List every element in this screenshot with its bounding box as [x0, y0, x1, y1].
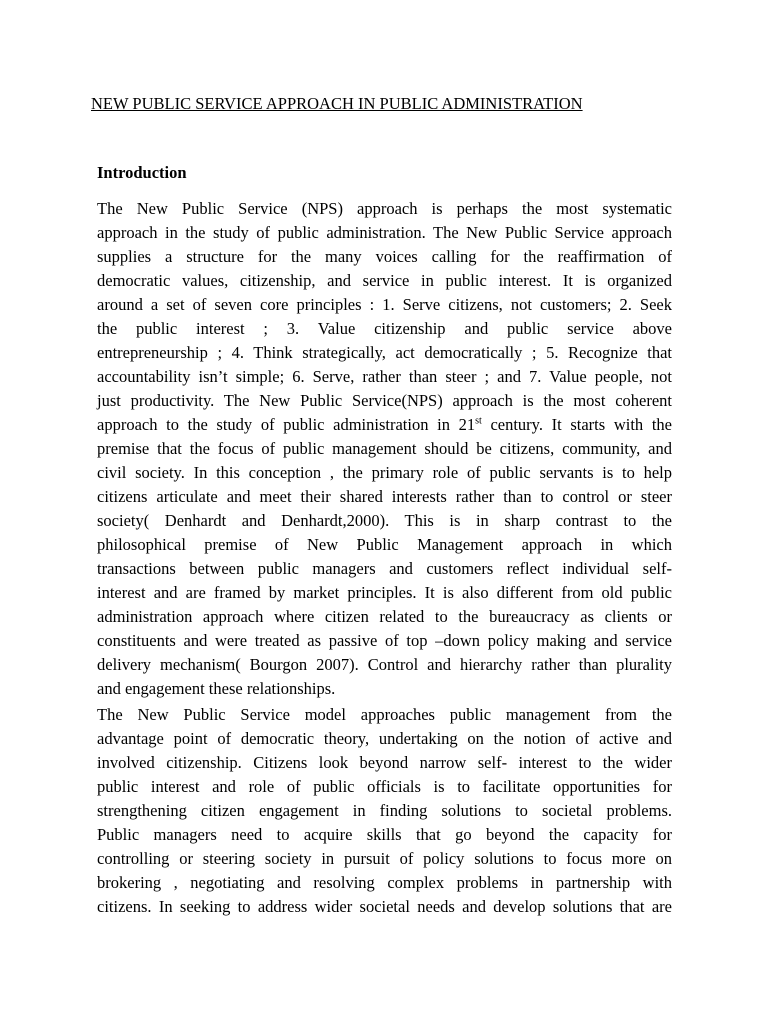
- paragraph-line: public interest and role of public officials is to facilitate opportunities for: [97, 777, 672, 796]
- paragraph-line: philosophical premise of New Public Management approach in which: [97, 535, 672, 554]
- paragraph-line: advantage point of democratic theory, undertaking on the notion of active and: [97, 729, 672, 748]
- paragraph-line: strengthening citizen engagement in finding solutions to societal problems.: [97, 801, 672, 820]
- paragraph-line: administration approach where citizen related to the bureaucracy as clients or: [97, 607, 672, 626]
- paragraph-line: delivery mechanism( Bourgon 2007). Control and hierarchy rather than plurality: [97, 655, 672, 674]
- paragraph-line: just productivity. The New Public Service(NPS) approach is the most coherent: [97, 391, 672, 410]
- paragraph-line: transactions between public managers and customers reflect individual self-: [97, 559, 672, 578]
- line-text: approach to the study of public administration in 21: [97, 415, 476, 434]
- document-title: NEW PUBLIC SERVICE APPROACH IN PUBLIC ADMINISTRATION: [91, 94, 583, 113]
- paragraph-line: The New Public Service model approaches public management from the: [97, 705, 672, 724]
- paragraph-line: the public interest ; 3. Value citizenship and public service above: [97, 319, 672, 338]
- paragraph-line: approach in the study of public administration. The New Public Service approach: [97, 223, 672, 242]
- paragraph-line: citizens. In seeking to address wider societal needs and develop solutions that are: [97, 897, 672, 916]
- ordinal-superscript: st: [475, 415, 482, 427]
- paragraph-line: entrepreneurship ; 4. Think strategically, act democratically ; 5. Recognize that: [97, 343, 672, 362]
- paragraph-line: involved citizenship. Citizens look beyond narrow self- interest to the wider: [97, 753, 672, 772]
- paragraph-line: controlling or steering society in pursuit of policy solutions to focus more on: [97, 849, 672, 868]
- paragraph-line: Public managers need to acquire skills that go beyond the capacity for: [97, 825, 672, 844]
- paragraph-line: premise that the focus of public management should be citizens, community, and: [97, 439, 672, 458]
- paragraph-line-with-superscript: [97, 413, 672, 437]
- paragraph-2: [97, 703, 672, 919]
- paragraph-line: society( Denhardt and Denhardt,2000). This is in sharp contrast to the: [97, 511, 672, 530]
- paragraph-line: and engagement these relationships.: [97, 679, 336, 698]
- section-heading-introduction: Introduction: [97, 163, 187, 182]
- paragraph-line: accountability isn’t simple; 6. Serve, rather than steer ; and 7. Value people, not: [97, 367, 672, 386]
- paragraph-line: democratic values, citizenship, and service in public interest. It is organized: [97, 271, 672, 290]
- paragraph-line: civil society. In this conception , the primary role of public servants is to help: [97, 463, 672, 482]
- paragraph-line: supplies a structure for the many voices calling for the reaffirmation of: [97, 247, 672, 266]
- paragraph-1: [97, 197, 672, 701]
- paragraph-line: citizens articulate and meet their shared interests rather than to control or steer: [97, 487, 672, 506]
- paragraph-line: The New Public Service (NPS) approach is perhaps the most systematic: [97, 199, 672, 218]
- paragraph-line: constituents and were treated as passive of top –down policy making and service: [97, 631, 672, 650]
- paragraph-line: brokering , negotiating and resolving complex problems in partnership with: [97, 873, 672, 892]
- paragraph-line: around a set of seven core principles : 1. Serve citizens, not customers; 2. Seek: [97, 295, 672, 314]
- paragraph-line: interest and are framed by market principles. It is also different from old public: [97, 583, 672, 602]
- line-text-tail: century. It starts with the: [481, 415, 672, 434]
